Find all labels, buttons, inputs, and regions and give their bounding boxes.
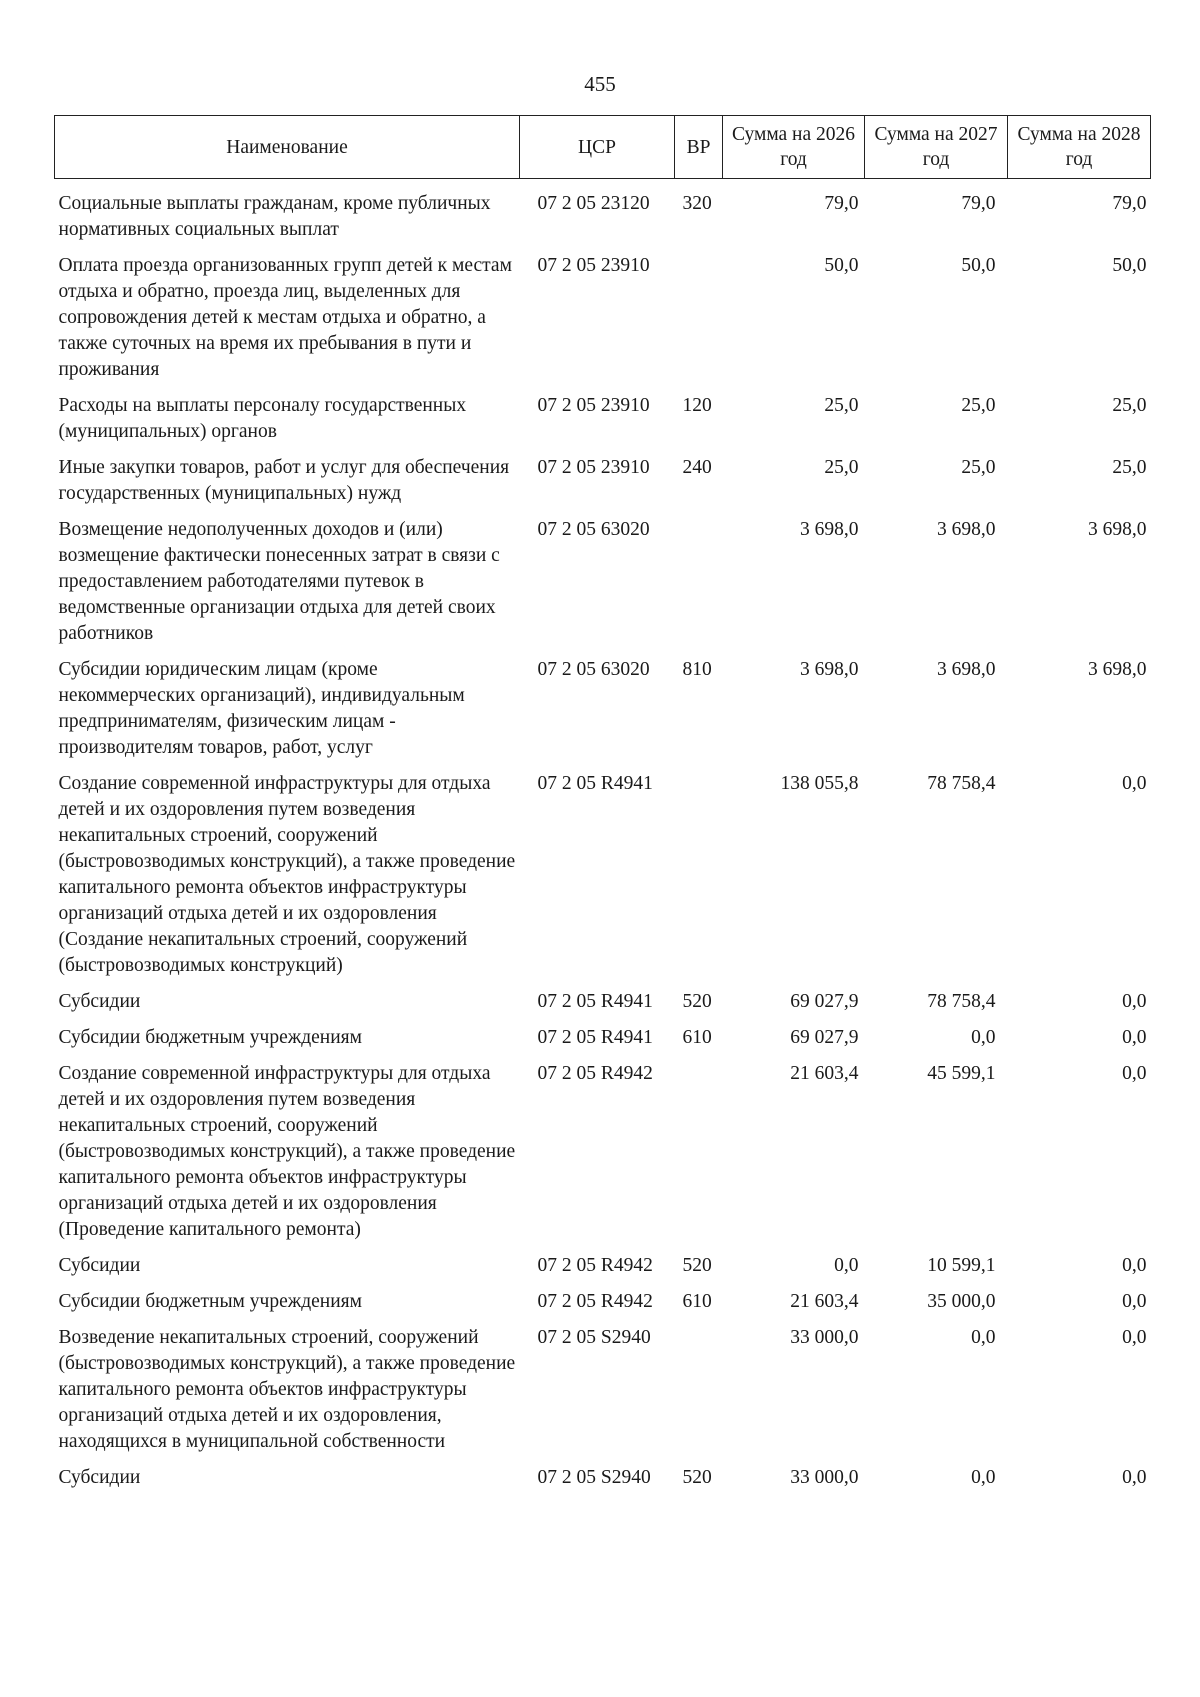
row-csr: 07 2 05 S2940 [537, 1327, 651, 1348]
table-row [55, 1281, 1151, 1317]
row-vr: 610 [682, 1027, 712, 1048]
header-sum-2026: Сумма на 2026 год [723, 116, 865, 179]
row-sum-2026: 79,0 [824, 193, 859, 214]
table-row [55, 649, 1151, 763]
row-sum-2028: 50,0 [1112, 255, 1147, 276]
table-body [55, 179, 1151, 1494]
row-sum-2026: 25,0 [824, 457, 859, 478]
row-name: Расходы на выплаты персоналу государственных (муниципальных) органов [58, 395, 467, 442]
table-row [55, 179, 1151, 246]
row-sum-2028: 25,0 [1112, 395, 1147, 416]
row-sum-2028: 0,0 [1122, 1255, 1147, 1276]
row-csr: 07 2 05 23120 [537, 193, 650, 214]
row-name: Возмещение недополученных доходов и (или) возмещение фактически понесенных затрат в связи с предоставлением работодателями путевок в ведомственные организации отдыха для детей своих работников [58, 519, 500, 644]
row-vr [675, 245, 723, 385]
row-csr: 07 2 05 S2940 [537, 1467, 651, 1488]
row-name: Социальные выплаты гражданам, кроме публичных нормативных социальных выплат [58, 193, 491, 240]
header-name: Наименование [55, 116, 520, 179]
row-vr [675, 1053, 723, 1245]
row-vr: 520 [682, 1467, 712, 1488]
row-sum-2027: 0,0 [971, 1027, 996, 1048]
row-csr: 07 2 05 63020 [537, 659, 650, 680]
row-sum-2027: 35 000,0 [927, 1291, 996, 1312]
table-row [55, 447, 1151, 509]
table-row [55, 1053, 1151, 1245]
row-sum-2027: 0,0 [971, 1327, 996, 1348]
row-name: Субсидии [58, 1255, 141, 1276]
row-sum-2027: 45 599,1 [927, 1063, 996, 1084]
row-name: Субсидии бюджетным учреждениям [58, 1027, 362, 1048]
row-vr: 320 [682, 193, 712, 214]
table-row [55, 981, 1151, 1017]
row-sum-2028: 0,0 [1122, 1027, 1147, 1048]
row-sum-2026: 21 603,4 [790, 1063, 859, 1084]
row-csr: 07 2 05 R4941 [537, 1027, 653, 1048]
table-row [55, 1457, 1151, 1493]
row-vr: 120 [682, 395, 712, 416]
row-name: Субсидии [58, 1467, 141, 1488]
row-vr [675, 1317, 723, 1457]
row-csr: 07 2 05 R4941 [537, 773, 653, 794]
row-sum-2028: 0,0 [1122, 1467, 1147, 1488]
table-row [55, 1245, 1151, 1281]
row-sum-2028: 25,0 [1112, 457, 1147, 478]
row-csr: 07 2 05 R4942 [537, 1063, 653, 1084]
row-vr: 240 [682, 457, 712, 478]
row-sum-2028: 79,0 [1112, 193, 1147, 214]
row-sum-2028: 0,0 [1122, 1327, 1147, 1348]
row-sum-2026: 3 698,0 [800, 519, 859, 540]
row-name: Субсидии [58, 991, 141, 1012]
row-sum-2027: 78 758,4 [927, 991, 996, 1012]
row-sum-2027: 10 599,1 [927, 1255, 996, 1276]
row-name: Иные закупки товаров, работ и услуг для обеспечения государственных (муниципальных) нужд [58, 457, 510, 504]
row-vr: 520 [682, 991, 712, 1012]
row-sum-2026: 0,0 [834, 1255, 859, 1276]
row-sum-2028: 0,0 [1122, 773, 1147, 794]
row-sum-2027: 25,0 [961, 457, 996, 478]
row-sum-2027: 0,0 [971, 1467, 996, 1488]
header-csr: ЦСР [520, 116, 675, 179]
row-sum-2026: 138 055,8 [780, 773, 859, 794]
row-sum-2028: 0,0 [1122, 1291, 1147, 1312]
row-name: Создание современной инфраструктуры для отдыха детей и их оздоровления путем возведения некапитальных строений, сооружений (быстровозводимых конструкций), а также проведение капитального ремонта объектов инфраструктуры организаций отдыха детей и их оздоровления (Проведение капитального ремонта) [58, 1063, 516, 1240]
row-sum-2026: 33 000,0 [790, 1327, 859, 1348]
row-sum-2027: 79,0 [961, 193, 996, 214]
row-sum-2028: 3 698,0 [1088, 659, 1147, 680]
row-sum-2027: 3 698,0 [937, 659, 996, 680]
row-vr: 810 [682, 659, 712, 680]
row-sum-2027: 50,0 [961, 255, 996, 276]
table-row [55, 763, 1151, 981]
row-sum-2027: 78 758,4 [927, 773, 996, 794]
table-row [55, 245, 1151, 385]
row-csr: 07 2 05 R4941 [537, 991, 653, 1012]
row-sum-2026: 25,0 [824, 395, 859, 416]
row-name: Создание современной инфраструктуры для отдыха детей и их оздоровления путем возведения некапитальных строений, сооружений (быстровозводимых конструкций), а также проведение капитального ремонта объектов инфраструктуры организаций отдыха детей и их оздоровления (Создание некапитальных строений, сооружений (быстровозводимых конструкций) [58, 773, 516, 976]
table-row [55, 509, 1151, 649]
row-name: Субсидии бюджетным учреждениям [58, 1291, 362, 1312]
row-sum-2027: 3 698,0 [937, 519, 996, 540]
row-sum-2026: 33 000,0 [790, 1467, 859, 1488]
row-sum-2026: 69 027,9 [790, 991, 859, 1012]
row-vr [675, 509, 723, 649]
header-sum-2027: Сумма на 2027 год [865, 116, 1008, 179]
row-csr: 07 2 05 R4942 [537, 1255, 653, 1276]
header-vr: ВР [675, 116, 723, 179]
row-csr: 07 2 05 63020 [537, 519, 650, 540]
row-name: Возведение некапитальных строений, сооружений (быстровозводимых конструкций), а также проведение капитального ремонта объектов инфраструктуры организаций отдыха детей и их оздоровления, находящихся в муниципальной собственности [58, 1327, 516, 1452]
page-number: 455 [584, 72, 616, 96]
row-csr: 07 2 05 23910 [537, 395, 650, 416]
row-sum-2028: 0,0 [1122, 1063, 1147, 1084]
row-vr: 520 [682, 1255, 712, 1276]
row-vr [675, 763, 723, 981]
table-header [55, 116, 1151, 179]
row-name: Оплата проезда организованных групп детей к местам отдыха и обратно, проезда лиц, выделенных для сопровождения детей к местам отдыха и обратно, а также суточных на время их пребывания в пути и проживания [58, 255, 512, 380]
budget-table [54, 115, 1151, 1493]
row-sum-2028: 0,0 [1122, 991, 1147, 1012]
table-row [55, 1017, 1151, 1053]
row-sum-2026: 69 027,9 [790, 1027, 859, 1048]
row-csr: 07 2 05 R4942 [537, 1291, 653, 1312]
header-sum-2028: Сумма на 2028 год [1008, 116, 1151, 179]
table-row [55, 385, 1151, 447]
row-csr: 07 2 05 23910 [537, 457, 650, 478]
row-sum-2028: 3 698,0 [1088, 519, 1147, 540]
row-vr: 610 [682, 1291, 712, 1312]
row-csr: 07 2 05 23910 [537, 255, 650, 276]
row-sum-2026: 21 603,4 [790, 1291, 859, 1312]
row-sum-2026: 50,0 [824, 255, 859, 276]
row-sum-2027: 25,0 [961, 395, 996, 416]
table-row [55, 1317, 1151, 1457]
row-sum-2026: 3 698,0 [800, 659, 859, 680]
row-name: Субсидии юридическим лицам (кроме некоммерческих организаций), индивидуальным предпринимателям, физическим лицам - производителям товаров, работ, услуг [58, 659, 465, 758]
